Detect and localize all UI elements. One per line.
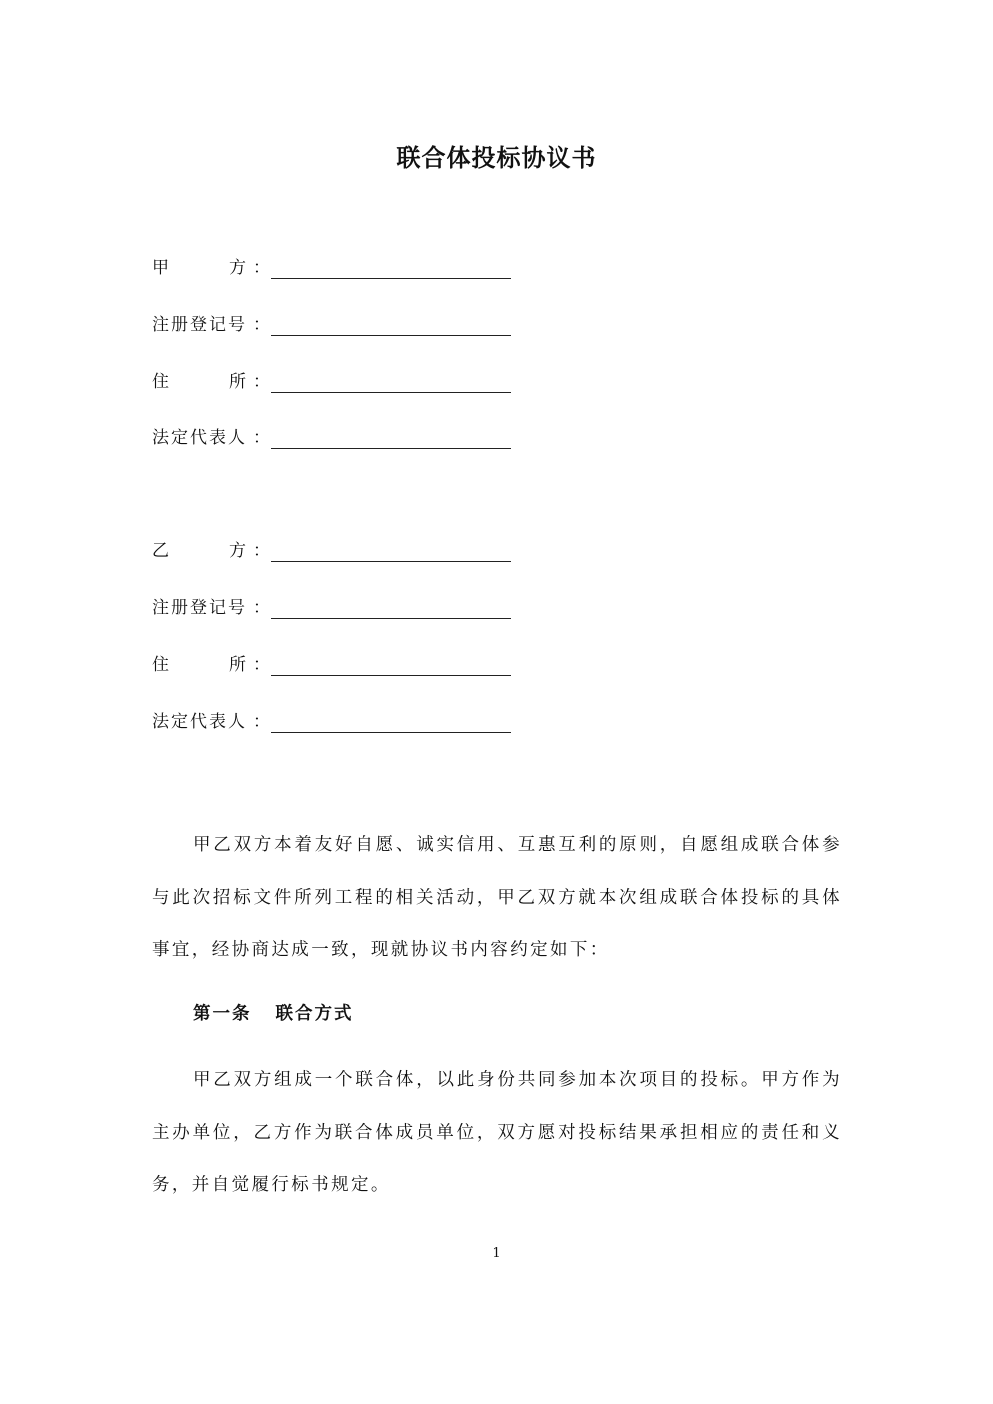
party-b-address-field: 住 所 ： <box>152 650 532 680</box>
party-a-representative-field: 法定代表人 ： <box>152 423 532 453</box>
page-number: 1 <box>492 1246 501 1261</box>
party-a-address-label: 住 所 <box>152 372 246 392</box>
party-b-representative-blank <box>271 732 511 733</box>
document-title: 联合体投标协议书 <box>396 143 597 172</box>
intro-paragraph: 甲乙双方本着友好自愿、诚实信用、互惠互利的原则，自愿组成联合体参与此次招标文件所列工程的相关活动，甲乙双方就本次组成联合体投标的具体事宜，经协商达成一致，现就协议书内容约定如下： <box>152 835 842 960</box>
article-1-number: 第一条 <box>193 1004 252 1024</box>
article-1-title: 联合方式 <box>275 1004 354 1024</box>
party-b-registration-field: 注册登记号 ： <box>152 593 532 623</box>
party-a-name-field: 甲 方 ： <box>152 253 532 283</box>
party-a-address-blank <box>271 392 511 393</box>
party-b-representative-field: 法定代表人 ： <box>152 707 532 737</box>
party-a-registration-blank <box>271 335 511 336</box>
party-b-name-blank <box>271 561 511 562</box>
party-b-registration-label: 注册登记号 <box>152 598 247 618</box>
party-b-registration-blank <box>271 618 511 619</box>
article-1-body: 甲乙双方组成一个联合体，以此身份共同参加本次项目的投标。甲方作为主办单位，乙方作为联合体成员单位，双方愿对投标结果承担相应的责任和义务，并自觉履行标书规定。 <box>152 1070 842 1195</box>
party-a-name-blank <box>271 278 511 279</box>
article-1-heading <box>193 998 354 1030</box>
party-a-representative-label: 法定代表人 <box>152 428 247 448</box>
party-b-address-blank <box>271 675 511 676</box>
party-a-registration-field: 注册登记号 ： <box>152 310 532 340</box>
party-a-representative-blank <box>271 448 511 449</box>
party-b-name-field: 乙 方 ： <box>152 536 532 566</box>
party-b-name-label: 乙 方 <box>152 541 246 561</box>
party-a-address-field: 住 所 ： <box>152 367 532 397</box>
party-a-registration-label: 注册登记号 <box>152 315 247 335</box>
party-a-name-label: 甲 方 <box>152 258 246 278</box>
party-b-representative-label: 法定代表人 <box>152 712 247 732</box>
party-b-address-label: 住 所 <box>152 655 246 675</box>
